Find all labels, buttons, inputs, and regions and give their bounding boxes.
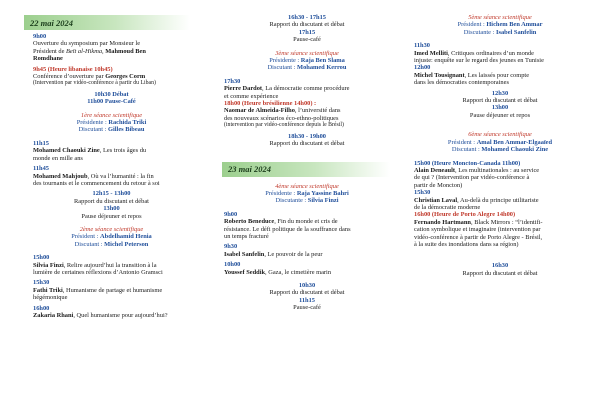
program-text: injuste: enquête sur le regard des jeunes en Tunisie [414, 57, 544, 65]
column-2 [200, 0, 396, 400]
date-band-23-mai [222, 162, 390, 177]
session-discussant: Discutant : Mohamed Kerrou [267, 64, 347, 72]
program-text: Mohamed Chaouki Zine, Les trois âges du [33, 147, 147, 155]
program-note: (intervention par vidéo-conférence depuis le Brésil) [224, 122, 344, 129]
date-label: 22 mai 2024 [30, 17, 73, 28]
time-label: 18h30 - 19h00 [288, 132, 326, 140]
session-president: Président : Abdelhamid Henia [71, 233, 152, 241]
time-label: 10h00 [224, 261, 241, 269]
time-label: 15h00 (Heure Moncton-Canada 11h00) [414, 159, 521, 167]
time-label: 12h00 [414, 64, 431, 72]
session-president: Présidente : Raja Ben Slama [269, 57, 345, 65]
program-text: Pause déjeuner et repos [469, 111, 531, 119]
column-1 [0, 0, 196, 400]
program-text: Rapport du discutant et débat [74, 197, 149, 205]
program-text: Pierre Dardot, La démocratie comme procédure [224, 85, 350, 93]
time-label: 9h30 [224, 243, 238, 251]
session-discussant: Discutante : Silvia Finzi [275, 197, 339, 205]
session-heading: 1ère séance scientifique [80, 111, 143, 119]
program-text: Rapport du discutant et débat [462, 269, 538, 277]
program-text: Alain Deneault, Les multinationales : au service [414, 166, 540, 174]
program-text: Fathi Triki, Humanisme de partage et humanisme [33, 286, 163, 294]
column-3 [400, 0, 600, 400]
program-text: cation symbolique et imaginaire (intervention par [414, 226, 541, 234]
program-text: Imed Melliti, Critiques ordinaires d’un monde [414, 49, 534, 57]
session-discussant: Discutant : Michel Peterson [74, 240, 149, 248]
time-label: 10h30 [298, 281, 316, 289]
session-president: Présidente : Raja Yassine Bahri [265, 189, 349, 197]
program-text: Président de Beït al-Hikma, Mahmoud Ben [33, 47, 146, 55]
program-text: Rapport du discutant et débat [462, 97, 538, 105]
program-text: Silvia Finzi, Relire aujourd’hui la transition à la [33, 261, 157, 269]
program-text: Christian Laval, Au-delà du principe utilitariste [414, 196, 539, 204]
program-text: Naomar de Almeida-Filho, l’université dans [224, 107, 341, 115]
session-discussant: Discutant : Mohamed Chaouki Zine [451, 146, 549, 154]
time-label: 17h30 [224, 77, 241, 85]
time-label: 11h30 [414, 42, 430, 50]
time-label: 16h00 (Heure de Porto Alegre 14h00) [414, 211, 516, 219]
program-text: de qui ? (Intervention par vidéo-conférence à [414, 174, 530, 182]
program-text: Fernando Hartmann, Black Mirrors : “l’identifi- [414, 218, 543, 226]
program-text: monde en mille ans [33, 154, 83, 162]
time-label: 11h00 Pause-Café [87, 98, 136, 106]
program-text: de la démocratie moderne [414, 203, 481, 211]
time-label: 13h00 [491, 104, 509, 112]
program-text: des nouveaux scénarios éco-ethno-politiques [224, 114, 339, 122]
program-text: Pause déjeuner et repos [81, 212, 142, 220]
time-label: 18h00 (Heure brésilienne 14h00) : [224, 100, 317, 108]
program-text: Conférence d’ouverture par Georges Corm [33, 73, 146, 81]
time-label: 15h30 [414, 189, 431, 197]
session-discussant: Discutant : Gilles Bibeau [78, 126, 145, 134]
time-label: 11h15 [299, 296, 315, 304]
session-president: Président : Hichem Ben Ammar [457, 21, 543, 29]
time-label: 16h30 [491, 262, 509, 270]
session-president: Présidente : Rachida Triki [76, 119, 147, 127]
session-president: Président : Amal Ben Ammar-Elgaaïed [447, 138, 553, 146]
session-heading: 6ème séance scientifique [468, 131, 532, 139]
program-text: un temps fracturé [224, 232, 269, 240]
program-text: Rapport du discutant et débat [269, 140, 345, 148]
time-label: 16h30 - 17h15 [288, 14, 326, 21]
program-text: et comme expérience [224, 92, 279, 100]
program-text: Rapport du discutant et débat [269, 21, 345, 29]
time-label: 9h00 [33, 33, 47, 40]
time-label: 16h00 [33, 304, 50, 312]
time-label: 12h15 - 13h00 [92, 190, 131, 198]
session-heading: 3ème séance scientifique [275, 49, 339, 57]
program-text: vidéo-conférence à partir de Porto Alegre - Brésil, [414, 233, 543, 241]
program-text: Pause-café [293, 36, 321, 44]
program-text: à la suite des inondations dans sa région) [414, 240, 519, 248]
time-label: 10h30 Débat [94, 90, 129, 98]
program-note: (Intervention par vidéo-conférence à partir du Liban) [33, 80, 156, 87]
time-label: 12h30 [491, 89, 509, 97]
program-text: Youssef Seddik, Gaza, le cimetière marin [224, 268, 332, 276]
program-text: Roberto Beneduce, Fin du monde et cris de [224, 218, 338, 226]
program-text: Zakaria Rhani, Quel humanisme pour aujourd’hui? [33, 312, 168, 319]
time-label: 15h00 [33, 254, 50, 262]
time-label: 9h00 [224, 210, 238, 218]
time-label: 13h00 [103, 205, 120, 213]
session-heading: 4ème séance scientifique [275, 182, 339, 190]
program-text: des tournants et le commencement du retour à soi [33, 179, 160, 187]
program-text: hégémonique [33, 294, 68, 302]
session-heading: 5ème séance scientifique [468, 14, 532, 21]
program-text: Rapport du discutant et débat [269, 289, 345, 297]
session-heading: 2ème séance scientifique [79, 225, 144, 233]
program-text: Pause-café [293, 304, 321, 312]
program-text: Mohamed Mahjoub, Où va l’humanité : la fin [33, 172, 154, 180]
program-text: lumière de certaines réflexions d’Antonio Gramsci [33, 268, 163, 276]
time-label: 11h15 [33, 139, 49, 147]
time-label: 11h45 [33, 165, 49, 173]
date-band-22-mai [24, 15, 190, 30]
program-text: partir de Moncton) [414, 181, 463, 189]
time-label: 9h45 (Heure libanaise 10h45) [33, 65, 113, 73]
time-label: 17h15 [298, 28, 316, 36]
program-text: Isabel Sanfelin, Le pouvoir de la peur [224, 250, 323, 258]
speaker-name: Romdhane [33, 55, 63, 63]
program-text: Michel Tousignant, Les laissés pour compte [414, 71, 530, 79]
date-label: 23 mai 2024 [228, 164, 271, 174]
program-text: dans les démocraties contemporaines [414, 79, 509, 87]
program-text: Ouverture du symposium par Monsieur le [33, 40, 141, 48]
time-label: 15h30 [33, 279, 50, 287]
session-discussant: Discutante : Isabel Sanfelin [463, 28, 537, 36]
program-text: résistance. Le défi politique de la souffrance dans [224, 225, 351, 233]
